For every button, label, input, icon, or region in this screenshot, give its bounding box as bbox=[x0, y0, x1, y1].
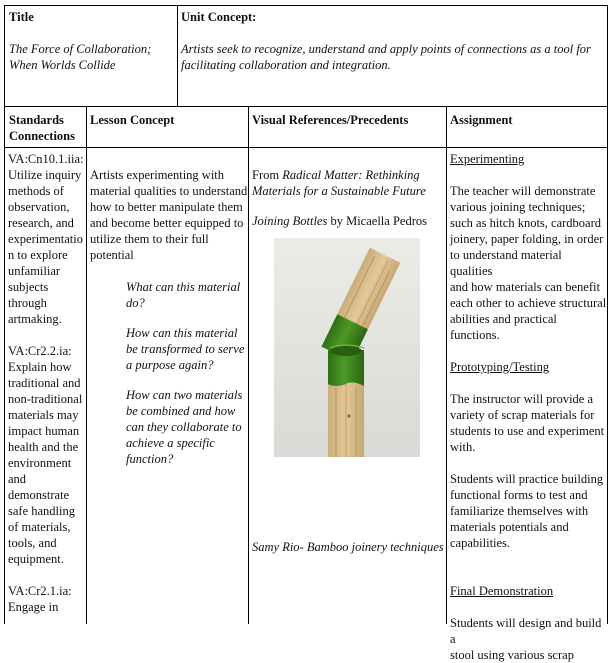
lesson-intro-line: and become better equipped to bbox=[90, 216, 244, 230]
assignment-cell bbox=[450, 151, 607, 662]
standard-line: n to explore bbox=[8, 248, 68, 262]
unit-concept-label: Unit Concept: bbox=[181, 10, 257, 24]
standard-line: VA:Cn10.1.iia: bbox=[8, 152, 84, 166]
standard-line: methods of bbox=[8, 184, 64, 198]
question-line: do? bbox=[126, 296, 145, 310]
lesson-question bbox=[126, 325, 248, 373]
assignment-header-label: Assignment bbox=[450, 113, 513, 127]
standard-line: through bbox=[8, 296, 47, 310]
col-divider-3 bbox=[446, 107, 447, 624]
standard-line: non-traditional bbox=[8, 392, 83, 406]
standard-line: research, and bbox=[8, 216, 74, 230]
lesson-header bbox=[90, 112, 246, 128]
lesson-intro-line: utilize them to their full bbox=[90, 232, 209, 246]
artist-credit: by Micaella Pedros bbox=[327, 214, 427, 228]
final-paragraph bbox=[450, 615, 607, 663]
lesson-questions bbox=[90, 279, 248, 467]
heading-prototyping: Prototyping/Testing bbox=[450, 360, 550, 374]
title-value-line2: When Worlds Collide bbox=[9, 58, 116, 72]
question-line: be transformed to serve bbox=[126, 342, 245, 356]
unit-concept-line2: facilitating collaboration and integration. bbox=[181, 58, 391, 72]
header-divider bbox=[4, 106, 608, 107]
lesson-intro-line: Artists experimenting with bbox=[90, 168, 225, 182]
assignment-line: such as hitch knots, cardboard bbox=[450, 216, 602, 230]
heading-experimenting: Experimenting bbox=[450, 152, 525, 166]
samy-rio-caption bbox=[252, 539, 446, 555]
lesson-question bbox=[126, 387, 248, 467]
assignment-line: to understand material qualities bbox=[450, 248, 562, 278]
assignment-line: stool using various scrap bbox=[450, 648, 574, 662]
question-line: be combined and how bbox=[126, 404, 236, 418]
standard-cr21 bbox=[8, 583, 86, 615]
standard-line: impact human bbox=[8, 424, 80, 438]
standards-header bbox=[9, 112, 85, 144]
lesson-intro-line: potential bbox=[90, 248, 134, 262]
assignment-line: Students will practice building bbox=[450, 472, 604, 486]
joining-bottles-photo bbox=[274, 238, 420, 457]
question-line: can they collaborate to bbox=[126, 420, 242, 434]
visual-refs-cell bbox=[252, 167, 446, 229]
assignment-header bbox=[450, 112, 606, 128]
experimenting-paragraph bbox=[450, 183, 607, 343]
assignment-line: with. bbox=[450, 440, 476, 454]
table-border-right bbox=[607, 5, 608, 624]
heading-final-demonstration: Final Demonstration bbox=[450, 584, 554, 598]
assignment-line: and how materials can benefit bbox=[450, 280, 600, 294]
standard-line: equipment. bbox=[8, 552, 64, 566]
assignment-line: Students will design and build a bbox=[450, 616, 602, 646]
lesson-question bbox=[126, 279, 248, 311]
question-line: How can this material bbox=[126, 326, 238, 340]
table-border-top bbox=[4, 5, 608, 6]
assignment-line: joinery, paper folding, in order bbox=[450, 232, 604, 246]
assignment-line: capabilities. bbox=[450, 536, 511, 550]
visual-header bbox=[252, 112, 444, 128]
question-line: a purpose again? bbox=[126, 358, 214, 372]
standard-line: safe handling bbox=[8, 504, 75, 518]
assignment-line: abilities and practical functions. bbox=[450, 312, 557, 342]
visual-header-label: Visual References/Precedents bbox=[252, 113, 409, 127]
assignment-line: variety of scrap materials for bbox=[450, 408, 595, 422]
book-title-line1: Radical Matter: Rethinking bbox=[282, 168, 420, 182]
lesson-intro bbox=[90, 167, 248, 263]
standard-line: unfamiliar bbox=[8, 264, 61, 278]
from-text: From bbox=[252, 168, 283, 182]
question-line: function? bbox=[126, 452, 174, 466]
table-border-left bbox=[4, 5, 5, 624]
standard-line: of materials, bbox=[8, 520, 71, 534]
column-header-divider bbox=[4, 147, 608, 148]
practice-paragraph bbox=[450, 471, 607, 551]
standard-line: VA:Cr2.2.ia: bbox=[8, 344, 72, 358]
standard-line: Engage in bbox=[8, 600, 59, 614]
assignment-line: The teacher will demonstrate bbox=[450, 184, 596, 198]
lesson-intro-line: how to better manipulate them bbox=[90, 200, 243, 214]
standard-line: environment bbox=[8, 456, 72, 470]
artwork-credit bbox=[252, 213, 446, 229]
standard-line: subjects bbox=[8, 280, 49, 294]
artwork-title: Joining Bottles bbox=[252, 214, 328, 228]
lesson-intro-line: material qualities to understand bbox=[90, 184, 248, 198]
standards-header-line2: Connections bbox=[9, 129, 75, 143]
standard-line: demonstrate bbox=[8, 488, 70, 502]
col-divider-1 bbox=[86, 107, 87, 624]
col-divider-2 bbox=[248, 107, 249, 624]
standard-line: tools, and bbox=[8, 536, 57, 550]
standard-cr22 bbox=[8, 343, 86, 567]
book-reference-line1 bbox=[252, 167, 446, 183]
standards-header-line1: Standards bbox=[9, 113, 64, 127]
unit-concept-line1: Artists seek to recognize, understand and apply points of connections as a tool for bbox=[181, 42, 591, 56]
title-divider bbox=[177, 5, 178, 107]
samy-rio-reference: Samy Rio- Bamboo joinery techniques bbox=[252, 540, 444, 554]
prototyping-paragraph bbox=[450, 391, 607, 455]
title-label: Title bbox=[9, 10, 34, 24]
lesson-header-label: Lesson Concept bbox=[90, 113, 175, 127]
question-line: What can this material bbox=[126, 280, 241, 294]
unit-concept-cell bbox=[181, 9, 605, 73]
title-value-line1: The Force of Collaboration; bbox=[9, 42, 152, 56]
assignment-line: functional forms to test and bbox=[450, 488, 588, 502]
standard-line: traditional and bbox=[8, 376, 81, 390]
standard-line: VA:Cr2.1.ia: bbox=[8, 584, 72, 598]
standard-cn10 bbox=[8, 151, 86, 327]
standards-cell bbox=[8, 151, 86, 624]
assignment-line: familiarize themselves with bbox=[450, 504, 589, 518]
book-title-line2: Materials for a Sustainable Future bbox=[252, 184, 426, 198]
standard-line: and bbox=[8, 472, 27, 486]
standard-line: artmaking. bbox=[8, 312, 62, 326]
standard-line: materials may bbox=[8, 408, 79, 422]
standard-line: Explain how bbox=[8, 360, 72, 374]
title-cell bbox=[9, 9, 175, 73]
assignment-line: materials potentials and bbox=[450, 520, 569, 534]
assignment-line: each other to achieve structural bbox=[450, 296, 607, 310]
assignment-line: students to use and experiment bbox=[450, 424, 605, 438]
standard-line: experimentatio bbox=[8, 232, 83, 246]
question-line: achieve a specific bbox=[126, 436, 215, 450]
lesson-cell bbox=[90, 167, 248, 624]
standard-line: observation, bbox=[8, 200, 70, 214]
question-line: How can two materials bbox=[126, 388, 243, 402]
standard-line: health and the bbox=[8, 440, 79, 454]
assignment-line: various joining techniques; bbox=[450, 200, 586, 214]
assignment-line: The instructor will provide a bbox=[450, 392, 594, 406]
standard-line: Utilize inquiry bbox=[8, 168, 82, 182]
